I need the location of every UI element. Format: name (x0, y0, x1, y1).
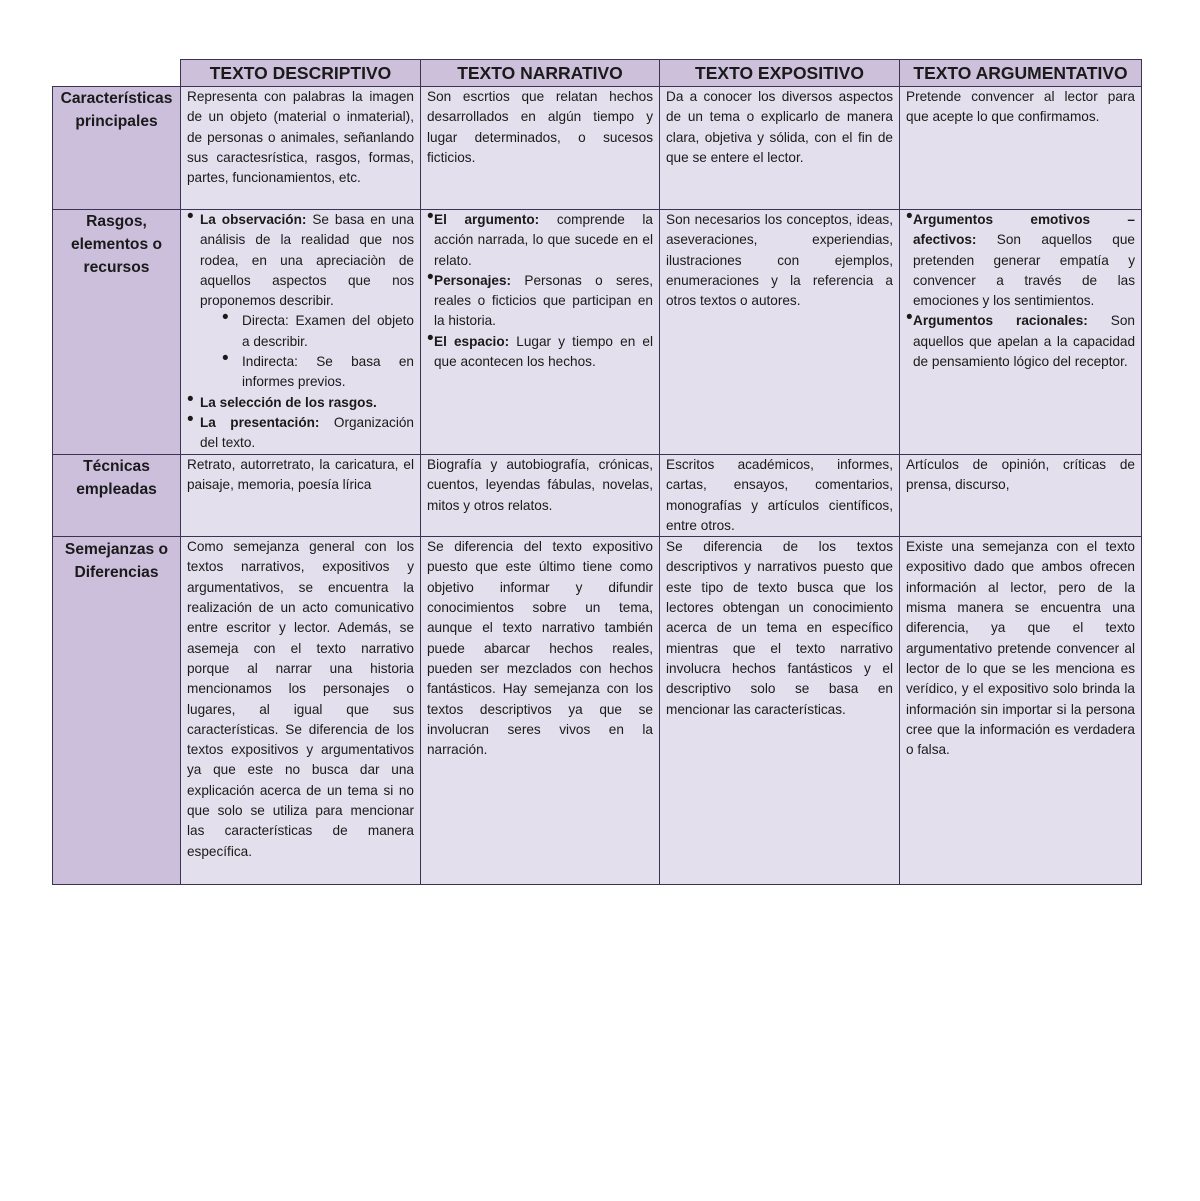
list-item (427, 210, 653, 271)
list-item (187, 210, 414, 393)
cell-tecnicas-argumentativo: Artículos de opinión, críticas de prensa, discurso, (900, 455, 1142, 537)
cell-rasgos-argumentativo (900, 210, 1142, 455)
item-text: Son aquellos que apelan a la capacidad de pensamiento lógico del receptor. (913, 313, 1135, 370)
item-label: El argumento: (434, 212, 540, 227)
sub-list (200, 311, 414, 392)
cell-tecnicas-descriptivo: Retrato, autorretrato, la caricatura, el paisaje, memoria, poesía lírica (181, 455, 421, 537)
item-label: Argumentos emotivos – afectivos: (913, 212, 1135, 248)
row-semejanzas (53, 537, 1142, 885)
list-item (906, 311, 1135, 372)
cell-semejanzas-argumentativo: Existe una semejanza con el texto expositivo dado que ambos ofrecen información al lector, pero de la misma manera se encuentra una diferencia, ya que el texto argumentativo pretende convencer al lector de lo que se les menciona es verídico, y el expositivo solo brinda la información sin importar si la persona cree que la información es verdadera o falsa. (900, 537, 1142, 885)
rasgos-descriptivo-list (187, 210, 414, 454)
cell-rasgos-narrativo (421, 210, 660, 455)
item-label: El espacio: (434, 333, 510, 349)
list-item (187, 393, 414, 413)
list-item (427, 332, 653, 373)
cell-semejanzas-descriptivo: Como semejanza general con los textos narrativos, expositivos y argumentativos, se encuentra la realización de un acto comunicativo entre escritor y lector. Además, se asemeja con el texto narrativo porque al narrar una historia mencionamos los personajes o lugares, al igual que sus características. Se diferencia de los textos expositivos y argumentativos ya que este no busca dar una explicación acerca de un tema si no que solo se utiliza para mencionar las características de manera específica. (181, 537, 421, 885)
item-label: La presentación: (200, 414, 320, 430)
cell-tecnicas-narrativo: Biografía y autobiografía, crónicas, cuentos, leyendas fábulas, novelas, mitos y otros relatos. (421, 455, 660, 537)
corner-cell (53, 60, 181, 87)
cell-caracteristicas-argumentativo: Pretende convencer al lector para que acepte lo que confirmamos. (900, 87, 1142, 210)
row-caracteristicas (53, 87, 1142, 210)
cell-rasgos-expositivo: Son necesarios los conceptos, ideas, aseveraciones, experiendias, ilustraciones con ejemplos, enumeraciones y la referencia a otros textos o autores. (660, 210, 900, 455)
header-argumentativo: TEXTO ARGUMENTATIVO (900, 60, 1142, 87)
header-narrativo: TEXTO NARRATIVO (421, 60, 660, 87)
list-item (906, 210, 1135, 311)
item-label: La selección de los rasgos. (200, 394, 377, 410)
header-row (53, 60, 1142, 87)
header-expositivo: TEXTO EXPOSITIVO (660, 60, 900, 87)
row-tecnicas (53, 455, 1142, 537)
item-text: Se basa en una análisis de la realidad que nos rodea, en una apreciaciòn de aquellos aspectos que nos proponemos describir. (200, 212, 415, 309)
cell-tecnicas-expositivo: Escritos académicos, informes, cartas, ensayos, comentarios, monografías y artículos científicos, entre otros. (660, 455, 900, 537)
row-label-tecnicas: Técnicas empleadas (53, 455, 181, 537)
item-label: Personajes: (434, 272, 512, 288)
rasgos-narrativo-list (427, 210, 653, 372)
cell-semejanzas-narrativo: Se diferencia del texto expositivo puesto que este último tiene como objetivo informar y difundir conocimientos sobre un tema, aunque el texto narrativo también puede abarcar hechos reales, pueden ser mezclados con hechos fantásticos. Hay semejanza con los textos descriptivos ya que se involucran seres vivos en la narración. (421, 537, 660, 885)
item-label: Argumentos racionales: (913, 313, 1088, 329)
list-item (427, 271, 653, 332)
cell-caracteristicas-expositivo: Da a conocer los diversos aspectos de un tema o explicarlo de manera clara, objetiva y sólida, con el fin de que se entere el lector. (660, 87, 900, 210)
item-label: La observación: (200, 212, 307, 227)
list-item (187, 413, 414, 454)
row-label-caracteristicas: Características principales (53, 87, 181, 210)
item-text: Organización del texto. (200, 414, 414, 451)
cell-caracteristicas-narrativo: Son escrtios que relatan hechos desarrollados en algún tiempo y lugar determinados, o sucesos ficticios. (421, 87, 660, 210)
rasgos-argumentativo-list (906, 210, 1135, 372)
item-text: Son aquellos que pretenden generar empatía y convencer a través de las emociones y los sentimientos. (913, 232, 1135, 309)
list-item: • Directa: Examen del objeto a describir. (200, 311, 414, 352)
item-text: comprende la acción narrada, lo que sucede en el relato. (434, 212, 653, 268)
header-descriptivo: TEXTO DESCRIPTIVO (181, 60, 421, 87)
row-label-semejanzas: Semejanzas o Diferencias (53, 537, 181, 885)
cell-rasgos-descriptivo (181, 210, 421, 455)
row-rasgos (53, 210, 1142, 455)
cell-caracteristicas-descriptivo: Representa con palabras la imagen de un objeto (material o inmaterial), de personas o animales, señanlando sus caractesrística, rasgos, formas, partes, funcionamientos, etc. (181, 87, 421, 210)
item-text: Personas o seres, reales o ficticios que participan en la historia. (434, 272, 653, 329)
cell-semejanzas-expositivo: Se diferencia de los textos descriptivos y narrativos puesto que este tipo de texto busca que los lectores obtengan un conocimiento acerca de un tema en específico mientras que el texto narrativo involucra hechos fantásticos y el descriptivo solo se basa en mencionar las características. (660, 537, 900, 885)
item-text: Lugar y tiempo en el que acontecen los hechos. (434, 333, 653, 370)
list-item: • Indirecta: Se basa en informes previos. (200, 352, 414, 393)
row-label-rasgos: Rasgos, elementos o recursos (53, 210, 181, 455)
comparison-table (52, 59, 1142, 885)
